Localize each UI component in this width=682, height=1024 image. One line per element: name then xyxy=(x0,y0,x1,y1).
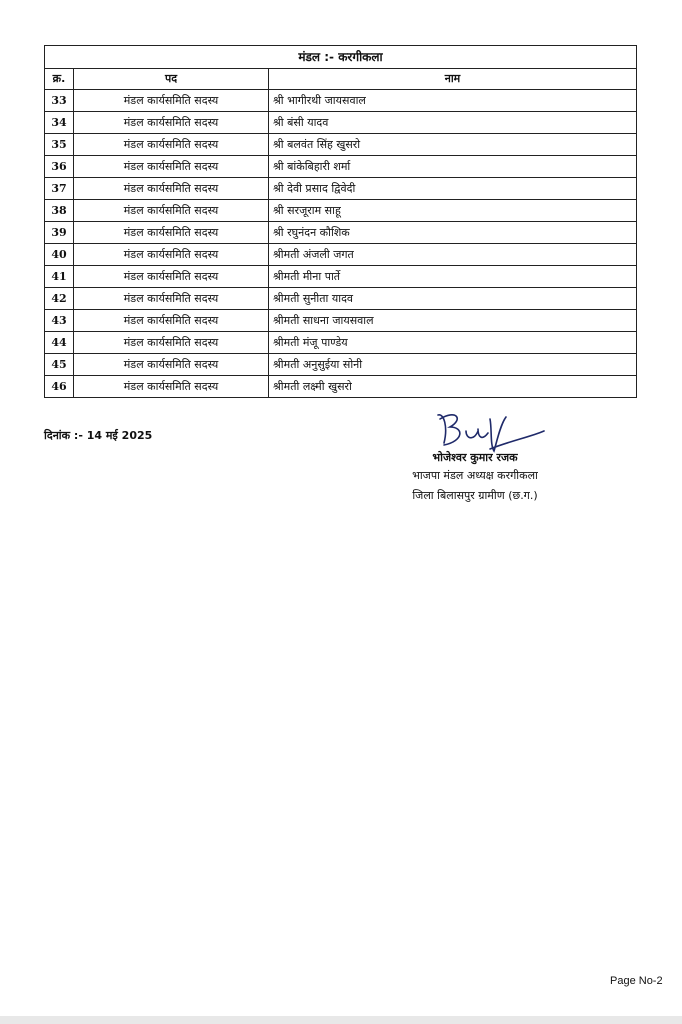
row-name: श्रीमती अंजली जगत xyxy=(269,244,637,266)
row-post: मंडल कार्यसमिति सदस्य xyxy=(74,332,269,354)
row-number: 37 xyxy=(45,178,74,200)
table-header-row xyxy=(45,69,637,90)
table-row xyxy=(45,244,637,266)
row-name: श्री सरजूराम साहू xyxy=(269,200,637,222)
row-name: श्री बलवंत सिंह खुसरो xyxy=(269,134,637,156)
header-number: क्र. xyxy=(45,69,74,90)
row-post: मंडल कार्यसमिति सदस्य xyxy=(74,90,269,112)
row-post: मंडल कार्यसमिति सदस्य xyxy=(74,354,269,376)
row-number: 36 xyxy=(45,156,74,178)
signatory-role: भाजपा मंडल अध्यक्ष करगीकला xyxy=(412,469,538,482)
table-row xyxy=(45,178,637,200)
row-post: मंडल कार्यसमिति सदस्य xyxy=(74,288,269,310)
row-post: मंडल कार्यसमिति सदस्य xyxy=(74,200,269,222)
row-number: 38 xyxy=(45,200,74,222)
row-name: श्रीमती अनुसुईया सोनी xyxy=(269,354,637,376)
row-post: मंडल कार्यसमिति सदस्य xyxy=(74,376,269,398)
table-row xyxy=(45,354,637,376)
row-post: मंडल कार्यसमिति सदस्य xyxy=(74,222,269,244)
row-name: श्री भागीरथी जायसवाल xyxy=(269,90,637,112)
table-row xyxy=(45,310,637,332)
signatory-block xyxy=(360,450,590,506)
table-title-row xyxy=(45,46,637,69)
row-name: श्रीमती साधना जायसवाल xyxy=(269,310,637,332)
row-number: 42 xyxy=(45,288,74,310)
row-post: मंडल कार्यसमिति सदस्य xyxy=(74,112,269,134)
row-post: मंडल कार्यसमिति सदस्य xyxy=(74,310,269,332)
row-number: 45 xyxy=(45,354,74,376)
table-row xyxy=(45,90,637,112)
row-name: श्रीमती मंजू पाण्डेय xyxy=(269,332,637,354)
table-row xyxy=(45,134,637,156)
row-name: श्री बांकेबिहारी शर्मा xyxy=(269,156,637,178)
row-name: श्री देवी प्रसाद द्विवेदी xyxy=(269,178,637,200)
page-number: Page No-2 xyxy=(610,975,663,987)
row-number: 34 xyxy=(45,112,74,134)
table-row xyxy=(45,266,637,288)
row-number: 33 xyxy=(45,90,74,112)
row-name: श्रीमती सुनीता यादव xyxy=(269,288,637,310)
row-number: 44 xyxy=(45,332,74,354)
row-post: मंडल कार्यसमिति सदस्य xyxy=(74,266,269,288)
row-number: 46 xyxy=(45,376,74,398)
row-post: मंडल कार्यसमिति सदस्य xyxy=(74,244,269,266)
header-post: पद xyxy=(74,69,269,90)
row-post: मंडल कार्यसमिति सदस्य xyxy=(74,156,269,178)
document-date: दिनांक :- 14 मई 2025 xyxy=(44,429,153,442)
row-name: श्रीमती मीना पार्ते xyxy=(269,266,637,288)
row-name: श्री रघुनंदन कौशिक xyxy=(269,222,637,244)
table-row xyxy=(45,200,637,222)
table-row xyxy=(45,156,637,178)
table-row xyxy=(45,222,637,244)
row-post: मंडल कार्यसमिति सदस्य xyxy=(74,178,269,200)
table-row xyxy=(45,332,637,354)
row-name: श्री बंसी यादव xyxy=(269,112,637,134)
row-number: 35 xyxy=(45,134,74,156)
header-name: नाम xyxy=(269,69,637,90)
table-row xyxy=(45,376,637,398)
row-number: 43 xyxy=(45,310,74,332)
row-number: 39 xyxy=(45,222,74,244)
table-title: मंडल :- करगीकला xyxy=(45,46,637,69)
row-number: 40 xyxy=(45,244,74,266)
member-table xyxy=(44,45,637,398)
row-number: 41 xyxy=(45,266,74,288)
page-bottom-band xyxy=(0,1016,682,1024)
row-name: श्रीमती लक्ष्मी खुसरो xyxy=(269,376,637,398)
row-post: मंडल कार्यसमिति सदस्य xyxy=(74,134,269,156)
table-row xyxy=(45,112,637,134)
table-row xyxy=(45,288,637,310)
signatory-district: जिला बिलासपुर ग्रामीण (छ.ग.) xyxy=(412,489,538,502)
signatory-name: भोजेश्वर कुमार रजक xyxy=(432,451,518,464)
